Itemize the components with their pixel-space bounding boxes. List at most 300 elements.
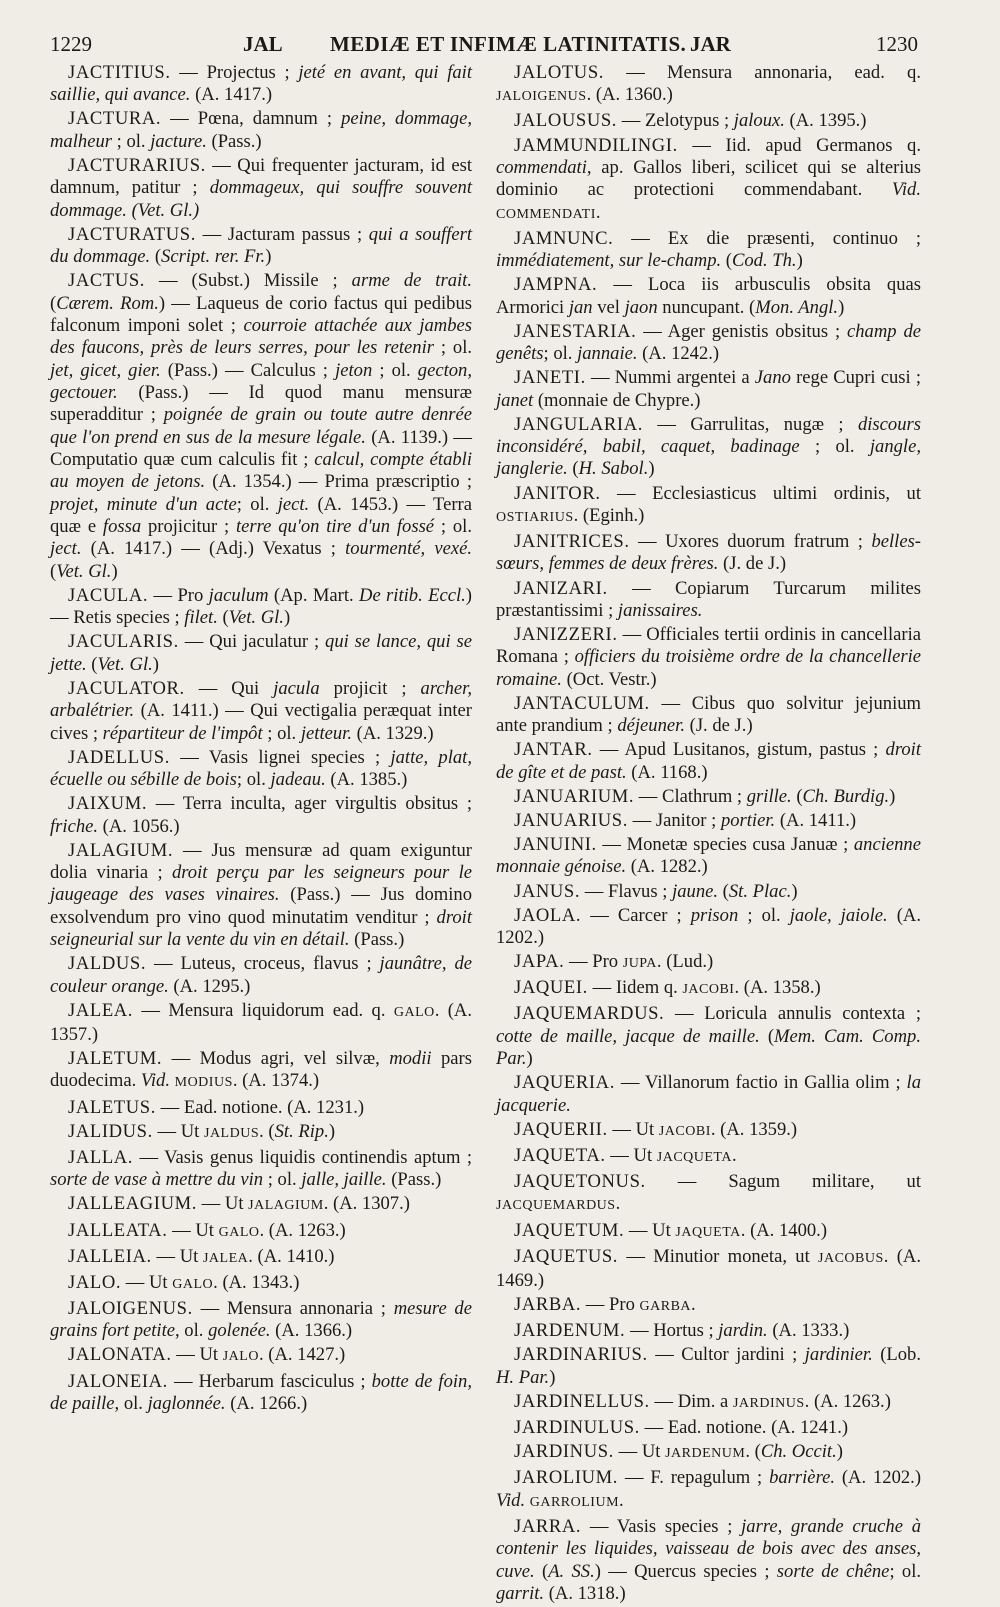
italic-gloss: la jacquerie. xyxy=(496,1072,921,1116)
italic-gloss: jeton xyxy=(335,359,373,381)
italic-gloss: fossa xyxy=(102,516,142,538)
dictionary-entry xyxy=(50,155,472,222)
entry-text: — Minutior moneta, ut xyxy=(618,1245,819,1267)
headword: JARDINARIUS. xyxy=(514,1344,648,1366)
italic-gloss: St. Plac. xyxy=(728,880,792,902)
entry-text: . (A. 1427.) xyxy=(258,1344,346,1366)
entry-text: (A. 1366.) xyxy=(270,1320,353,1342)
dictionary-entry xyxy=(50,953,472,998)
headword: JALLEAGIUM. xyxy=(68,1193,197,1215)
headword: JANITRICES. xyxy=(514,531,630,553)
entry-text: ) — Retis species ; xyxy=(50,584,472,629)
italic-gloss: terre qu'on tire d'un fossé xyxy=(235,516,435,538)
entry-text: — Clathrum ; xyxy=(634,785,747,807)
entry-text: ( xyxy=(791,785,803,807)
entry-text: (Lob. xyxy=(872,1344,921,1366)
entry-text: , ol. xyxy=(175,1320,209,1342)
headword: JANUS. xyxy=(514,880,581,902)
italic-gloss: jatte, plat, écuelle ou sébille de bois xyxy=(50,746,472,791)
entry-text: ( xyxy=(721,250,732,272)
headword: JANETI. xyxy=(514,367,586,389)
headword: JARDINELLUS. xyxy=(514,1390,650,1412)
entry-text: ) — Quercus species ; xyxy=(594,1560,777,1582)
italic-gloss: St. Rip. xyxy=(274,1120,329,1142)
entry-text: . (Eginh.) xyxy=(573,504,645,526)
entry-text: (Pass.) — Id quod manu mensuræ superadditur ; xyxy=(50,382,472,426)
dictionary-entry xyxy=(50,631,472,676)
headword: JANITOR. xyxy=(514,482,601,504)
entry-text: ) xyxy=(328,1120,336,1142)
headword: JANGULARIA. xyxy=(514,413,644,435)
cross-reference: JACOBUS xyxy=(818,1250,884,1266)
dictionary-entry xyxy=(496,367,921,412)
italic-gloss: calcul, compte établi au moyen de jetons. xyxy=(50,449,472,493)
entry-text: — Pro xyxy=(564,951,623,973)
dictionary-entry xyxy=(50,747,472,792)
entry-text: — Ut xyxy=(624,1219,676,1241)
entry-text: (A. 1395.) xyxy=(784,110,867,132)
dictionary-entry xyxy=(496,1246,921,1293)
entry-text: . xyxy=(595,201,601,223)
entry-text: ) xyxy=(283,607,291,629)
entry-text: — Carcer ; xyxy=(581,904,691,926)
entry-text: (A. 1202.) xyxy=(835,1467,922,1489)
headword: JAQUETUS. xyxy=(514,1245,619,1267)
entry-text: ) xyxy=(152,653,159,675)
entry-text: . (A. 1410.) xyxy=(248,1245,335,1267)
headword: JALAGIUM. xyxy=(68,839,174,861)
entry-text: — Mensura liquidorum ead. q. xyxy=(133,999,394,1021)
entry-text: — Officiales tertii ordinis in cancellaria Romana ; xyxy=(496,624,921,668)
headword: JALLEATA. xyxy=(68,1219,168,1241)
italic-gloss: jaole, jaiole. xyxy=(789,904,888,926)
italic-gloss: Jano xyxy=(754,367,791,389)
entry-text: — Ut xyxy=(605,1144,657,1166)
italic-gloss: jalle, jaille. xyxy=(301,1169,387,1191)
cross-reference: JACOBI xyxy=(682,982,735,998)
entry-text: (A. 1417.) — (Adj.) Vexatus ; xyxy=(81,538,346,560)
italic-gloss: ject. xyxy=(50,538,82,560)
headword: JANTACULUM. xyxy=(514,692,650,714)
dictionary-entry xyxy=(496,1072,921,1117)
entry-text: (A. 1202.) xyxy=(496,904,921,949)
italic-gloss: garrit. xyxy=(496,1582,545,1604)
headword: JACULARIS. xyxy=(68,631,179,653)
entry-text: . (A. 1263.) xyxy=(259,1219,346,1241)
italic-gloss: droit seigneurial sur la vente du vin en détail. xyxy=(50,906,472,951)
entry-text: — Ex die præsenti, continuo ; xyxy=(613,227,921,249)
italic-gloss: jannaie. xyxy=(577,343,638,365)
entry-text: — Herbarum fasciculus ; xyxy=(167,1370,372,1392)
entry-text: (monnaie de Chypre.) xyxy=(533,389,701,411)
entry-text: — Iid. apud Germanos q. xyxy=(677,134,921,156)
dictionary-entry xyxy=(496,881,921,903)
headword: JANUARIUS. xyxy=(514,809,628,831)
entry-text: (A. 1385.) xyxy=(325,769,408,791)
entry-text: ( xyxy=(86,653,98,675)
entry-text: (A. 1411.) xyxy=(775,809,857,831)
cross-reference: JALAGIUM xyxy=(248,1198,324,1214)
cross-reference: OSTIARIUS xyxy=(496,509,574,525)
entry-text: . xyxy=(619,1489,624,1511)
entry-text: — Villanorum factio in Gallia olim ; xyxy=(614,1072,907,1094)
entry-text: ; ol. xyxy=(263,1169,302,1191)
entry-text: (A. 1056.) xyxy=(98,815,180,837)
cross-reference: JALO xyxy=(222,1349,259,1365)
italic-gloss: jan xyxy=(568,296,593,318)
headword: JANUARIUM. xyxy=(514,785,635,807)
entry-text: . ( xyxy=(745,1441,761,1463)
entry-text: . (A. 1307.) xyxy=(323,1193,410,1215)
headword: JALDUS. xyxy=(68,953,147,975)
dictionary-entry xyxy=(50,1147,472,1192)
entry-text: ) xyxy=(526,1048,533,1070)
italic-gloss: jarre, grande cruche à contenir les liquides, vaisseau de bois avec des anses, cuve. xyxy=(496,1515,921,1582)
headword: JARDINULUS. xyxy=(514,1417,640,1439)
entry-text: , ap. Gallos liberi, scilicet qui se alterius dominio ac protectioni commendabant. xyxy=(496,156,921,201)
entry-text: (J. de J.) xyxy=(718,553,787,575)
italic-gloss: Vid. xyxy=(891,179,921,201)
headword: JANIZZERI. xyxy=(514,624,618,646)
headword: JAMMUNDILINGI. xyxy=(514,134,678,156)
dictionary-entry xyxy=(496,977,921,1001)
entry-text: (Ap. Mart. xyxy=(268,584,360,606)
entry-text: — F. repagulum ; xyxy=(618,1467,770,1489)
entry-text: . (A. 1263.) xyxy=(804,1390,891,1412)
entry-text: — Loricula annulis contexta ; xyxy=(664,1003,921,1025)
entry-text: — Nummi argentei a xyxy=(585,367,755,389)
italic-gloss: Ch. Burdig. xyxy=(802,785,890,807)
italic-gloss: prison xyxy=(690,904,739,926)
dictionary-entry xyxy=(50,1344,472,1368)
headword: JAROLIUM. xyxy=(514,1467,619,1489)
entry-text: (A. 1411.) — Qui vectigalia peræquat inter cives ; xyxy=(50,700,472,744)
entry-text: — Apud Lusitanos, gistum, pastus ; xyxy=(592,739,886,761)
dictionary-entry xyxy=(496,321,921,366)
entry-text: ( xyxy=(567,458,579,480)
entry-text: — Pœna, damnum ; xyxy=(161,108,342,130)
headword: JALO. xyxy=(68,1271,122,1293)
entry-text: (A. 1333.) xyxy=(767,1320,850,1342)
italic-gloss: immédiatement, sur le-champ. xyxy=(496,250,722,272)
italic-gloss: Mon. Angl. xyxy=(755,296,839,318)
entry-text: — Ead. notione. (A. 1231.) xyxy=(155,1096,365,1118)
dictionary-entry xyxy=(496,228,921,273)
entry-text: — Ut xyxy=(171,1344,223,1366)
entry-text: — Luteus, croceus, flavus ; xyxy=(146,953,380,975)
dictionary-entry xyxy=(496,834,921,879)
entry-text: ) xyxy=(836,1441,843,1463)
italic-gloss: jardin. xyxy=(718,1320,768,1342)
entry-text: , ol. xyxy=(114,1392,148,1414)
cross-reference: GARROLIUM xyxy=(529,1494,620,1510)
dictionary-entry xyxy=(496,810,921,832)
dictionary-entry xyxy=(496,951,921,975)
italic-gloss: jaloux. xyxy=(733,110,785,132)
headword: JACTURATUS. xyxy=(68,223,196,245)
entry-text: — Janitor ; xyxy=(627,809,721,831)
headword: JACULATOR. xyxy=(68,677,185,699)
cross-reference: JUPA xyxy=(622,956,657,972)
entry-text: — Projectus ; xyxy=(170,62,299,83)
dictionary-entry xyxy=(50,678,472,745)
italic-gloss: H. Par. xyxy=(496,1366,550,1388)
dictionary-entry xyxy=(496,110,921,132)
entry-text: (A. 1266.) xyxy=(225,1392,308,1414)
entry-text: . (A. 1400.) xyxy=(740,1219,828,1241)
cross-reference: JACQUEMARDUS xyxy=(496,1198,616,1214)
cross-reference: GALO xyxy=(172,1276,214,1292)
entry-text: — Ut xyxy=(151,1245,203,1267)
italic-gloss: ancienne monnaie génoise. xyxy=(496,834,921,878)
entry-text: — Loca iis arbusculis obsita quas Armorici xyxy=(496,274,921,318)
italic-gloss: Script. rer. Fr. xyxy=(161,246,266,268)
entry-text: ; ol. xyxy=(262,722,301,744)
dictionary-entry xyxy=(496,578,921,623)
cross-reference: GALO xyxy=(218,1224,260,1240)
dictionary-entry xyxy=(50,224,472,269)
entry-text: — Ager genistis obsitus ; xyxy=(636,320,847,342)
entry-text: — Ut xyxy=(121,1271,173,1293)
dictionary-entry xyxy=(496,1171,921,1218)
headword: JALOTUS. xyxy=(514,62,605,83)
italic-gloss: barrière. xyxy=(769,1467,836,1489)
italic-gloss: H. Sabol. xyxy=(578,458,649,480)
headword: JANUINI. xyxy=(514,834,597,856)
italic-gloss: droit de gîte et de past. xyxy=(496,739,921,783)
headword: JACTITIUS. xyxy=(68,62,171,83)
italic-gloss: sorte de vase à mettre du vin xyxy=(50,1169,264,1191)
headword: JAQUETA. xyxy=(514,1144,606,1166)
italic-gloss: peine, dommage, malheur xyxy=(50,108,472,152)
headword: JAQUERIA. xyxy=(514,1072,615,1094)
page-number-right: 1230 xyxy=(876,32,918,56)
headword: JADELLUS. xyxy=(68,746,170,768)
dictionary-entry xyxy=(496,414,921,481)
italic-gloss: jetteur. xyxy=(300,722,352,744)
italic-gloss: champ de genêts xyxy=(496,320,921,365)
headword: JANTAR. xyxy=(514,739,593,761)
dictionary-entry xyxy=(50,793,472,838)
italic-gloss: Vid. xyxy=(496,1489,526,1511)
entry-text: — Monetæ species cusa Januæ ; xyxy=(596,834,854,856)
cross-reference: JARDENUM xyxy=(665,1446,746,1462)
headword: JALONATA. xyxy=(68,1344,172,1366)
headword: JALONEIA. xyxy=(68,1370,168,1392)
italic-gloss: Cod. Th. xyxy=(731,250,797,272)
entry-text: — Vasis species ; xyxy=(581,1515,742,1537)
entry-text: . (A. 1360.) xyxy=(586,84,673,106)
headword: JALETUM. xyxy=(68,1048,163,1070)
entry-text: ) xyxy=(791,880,798,902)
italic-gloss: jaglonnée. xyxy=(147,1392,226,1414)
italic-gloss: Cærem. Rom. xyxy=(56,292,159,314)
entry-text: (Pass.) xyxy=(386,1169,442,1191)
italic-gloss: projet, minute d'un acte xyxy=(50,493,237,515)
dictionary-entry xyxy=(50,1121,472,1145)
italic-gloss: botte de foin, de paille xyxy=(50,1370,472,1414)
entry-text: — Iidem q. xyxy=(587,977,683,999)
italic-gloss: jaune. xyxy=(672,880,719,902)
entry-text: — Mensura annonaria ; xyxy=(192,1297,394,1319)
italic-gloss: modii xyxy=(389,1048,432,1070)
dictionary-entry xyxy=(496,1391,921,1415)
dictionary-entry xyxy=(50,585,472,630)
italic-gloss: jadeau. xyxy=(270,769,326,791)
headword: JAQUEI. xyxy=(514,977,588,999)
entry-text: (A. 1354.) — Prima præscriptio ; xyxy=(205,471,472,493)
dictionary-entry xyxy=(50,1193,472,1217)
italic-gloss: mesure de grains fort petite xyxy=(50,1297,472,1342)
entry-text: ; ol. xyxy=(889,1560,922,1582)
entry-text: ; ol. xyxy=(236,769,271,791)
entry-text: . xyxy=(731,1144,737,1166)
headword: JARBA. xyxy=(514,1294,582,1316)
entry-text: ; ol. xyxy=(434,337,473,359)
entry-text: — Cibus quo solvitur jejunium ante prandium ; xyxy=(496,692,921,737)
entry-text: ( xyxy=(718,880,729,902)
italic-gloss: Vid. xyxy=(140,1070,170,1092)
entry-text: pars duodecima. xyxy=(50,1048,472,1092)
running-header xyxy=(0,32,1000,62)
headword: JANESTARIA. xyxy=(514,320,637,342)
headword: JARRA. xyxy=(514,1515,582,1537)
cross-reference: JALOIGENUS xyxy=(496,89,587,105)
entry-text: ( xyxy=(50,560,57,582)
entry-text: ) xyxy=(111,560,118,582)
italic-gloss: déjeuner. xyxy=(617,715,685,737)
dictionary-entry xyxy=(50,62,472,107)
italic-gloss: qui a souffert du dommage. xyxy=(50,223,472,268)
headword: JALLA. xyxy=(68,1146,134,1168)
entry-text: (Pass.) — Calculus ; xyxy=(160,359,336,381)
entry-text: . (A. 1357.) xyxy=(50,999,472,1045)
italic-gloss: jet, gicet, gier. xyxy=(50,359,161,381)
entry-text: ) xyxy=(648,458,655,480)
entry-text: ( xyxy=(534,1560,549,1582)
headword: JALLEIA. xyxy=(68,1245,152,1267)
entry-text: (A. 1168.) xyxy=(626,761,708,783)
entry-text: — Ut xyxy=(152,1120,204,1142)
entry-text: — Garrulitas, nugæ ; xyxy=(643,413,858,435)
dictionary-entry xyxy=(50,1272,472,1296)
headword: JAMNUNC. xyxy=(514,227,614,249)
italic-gloss: Vet. Gl. xyxy=(228,607,284,629)
running-head-left: JAL xyxy=(243,32,283,56)
italic-gloss: gecton, gectouer. xyxy=(50,359,472,403)
italic-gloss: jacula xyxy=(273,677,320,699)
entry-text: ( xyxy=(150,246,162,268)
italic-gloss: jardinier. xyxy=(804,1344,873,1366)
italic-gloss: A. SS. xyxy=(548,1560,595,1582)
dictionary-entry xyxy=(496,1441,921,1465)
headword: JAIXUM. xyxy=(68,793,148,815)
entry-text: — Ut xyxy=(197,1193,249,1215)
italic-gloss: archer, arbalétrier. xyxy=(50,677,472,722)
entry-text: (Pass.) — Jus domino exsolvendum pro vino quod minutatim venditur ; xyxy=(50,884,472,928)
entry-text: — Modus agri, vel silvæ, xyxy=(162,1048,390,1070)
italic-gloss: jaunâtre, de couleur orange. xyxy=(50,953,472,997)
italic-gloss: janet xyxy=(496,389,534,411)
entry-text: — Flavus ; xyxy=(580,880,673,902)
italic-gloss: golenée. xyxy=(208,1320,271,1342)
dictionary-entry xyxy=(50,1371,472,1416)
entry-text: . ( xyxy=(259,1120,275,1142)
entry-text: — Hortus ; xyxy=(625,1320,719,1342)
dictionary-entry xyxy=(496,135,921,226)
entry-text: rege Cupri cusi ; xyxy=(790,367,921,389)
entry-text: — Cultor jardini ; xyxy=(647,1344,805,1366)
cross-reference: GARBA xyxy=(639,1299,692,1315)
dictionary-entry xyxy=(496,531,921,576)
entry-text: ; ol. xyxy=(543,343,578,365)
entry-text: ; ol. xyxy=(738,904,790,926)
entry-text: (A. 1139.) — Computatio quæ cum calculis fit ; xyxy=(50,426,472,471)
dictionary-entry xyxy=(496,1467,921,1514)
cross-reference: JACQUETA xyxy=(656,1149,732,1165)
dictionary-entry xyxy=(50,840,472,952)
italic-gloss: qui se lance, qui se jette. xyxy=(50,631,473,675)
italic-gloss: tourmenté, vexé. xyxy=(345,538,472,560)
dictionary-entry xyxy=(496,274,921,319)
headword: JAPA. xyxy=(514,951,565,973)
italic-gloss: droit perçu par les seigneurs pour le jaugeage des vases vinaires. xyxy=(50,862,473,906)
entry-text: projicitur ; xyxy=(141,516,236,538)
dictionary-entry xyxy=(496,693,921,738)
entry-text: — Dim. a xyxy=(649,1390,733,1412)
entry-text: — Jus mensuræ ad quam exiguntur dolia vinaria ; xyxy=(50,839,472,883)
italic-gloss: Ch. Occit. xyxy=(760,1441,837,1463)
entry-text: — Ut xyxy=(607,1118,659,1140)
dictionary-entry xyxy=(496,1145,921,1169)
headword: JACTURARIUS. xyxy=(68,154,206,176)
italic-gloss: Vet. Gl. xyxy=(97,653,153,675)
entry-text: ) — Laqueus de corio factus qui pedibus falconum imponi solet ; xyxy=(50,292,472,336)
italic-gloss: courroie attachée aux jambes des faucons, près de leurs serres, pour les retenir xyxy=(50,314,472,359)
entry-text: — Jacturam passus ; xyxy=(196,223,369,245)
entry-text: . (Lud.) xyxy=(656,951,714,973)
dictionary-entry xyxy=(496,786,921,808)
entry-text: . (A. 1359.) xyxy=(710,1118,798,1140)
entry-text: — Qui xyxy=(184,677,274,699)
entry-text: — Pro xyxy=(148,584,209,606)
entry-text: (Pass.) xyxy=(349,929,405,951)
dictionary-entry xyxy=(496,624,921,691)
cross-reference: COMMENDATI xyxy=(496,206,596,222)
dictionary-entry xyxy=(496,62,921,109)
italic-gloss: jeté en avant, qui fait saillie, qui avance. xyxy=(50,62,472,106)
italic-gloss: ject. xyxy=(277,493,310,515)
italic-gloss: officiers du troisième ordre de la chancellerie romaine. xyxy=(496,646,921,690)
headword: JANIZARI. xyxy=(514,577,608,599)
headword: JALOIGENUS. xyxy=(68,1297,193,1319)
entry-text: . (A. 1469.) xyxy=(496,1245,921,1292)
entry-text: — Sagum militare, ut xyxy=(645,1171,921,1193)
entry-text: (A. 1242.) xyxy=(637,343,720,365)
entry-text: ; ol. xyxy=(111,130,151,152)
cross-reference: JACOBI xyxy=(658,1123,711,1139)
entry-text: — Ut xyxy=(613,1441,666,1463)
headword: JACULA. xyxy=(68,584,149,606)
headword: JAQUETUM. xyxy=(514,1219,625,1241)
entry-text: — Ecclesiasticus ultimi ordinis, ut xyxy=(600,482,921,504)
entry-text: ( xyxy=(217,607,229,629)
left-column xyxy=(50,62,472,1417)
dictionary-entry xyxy=(496,905,921,950)
entry-text: ; ol. xyxy=(434,516,473,538)
entry-text: ) xyxy=(796,250,803,272)
entry-text: . (A. 1358.) xyxy=(734,977,821,999)
